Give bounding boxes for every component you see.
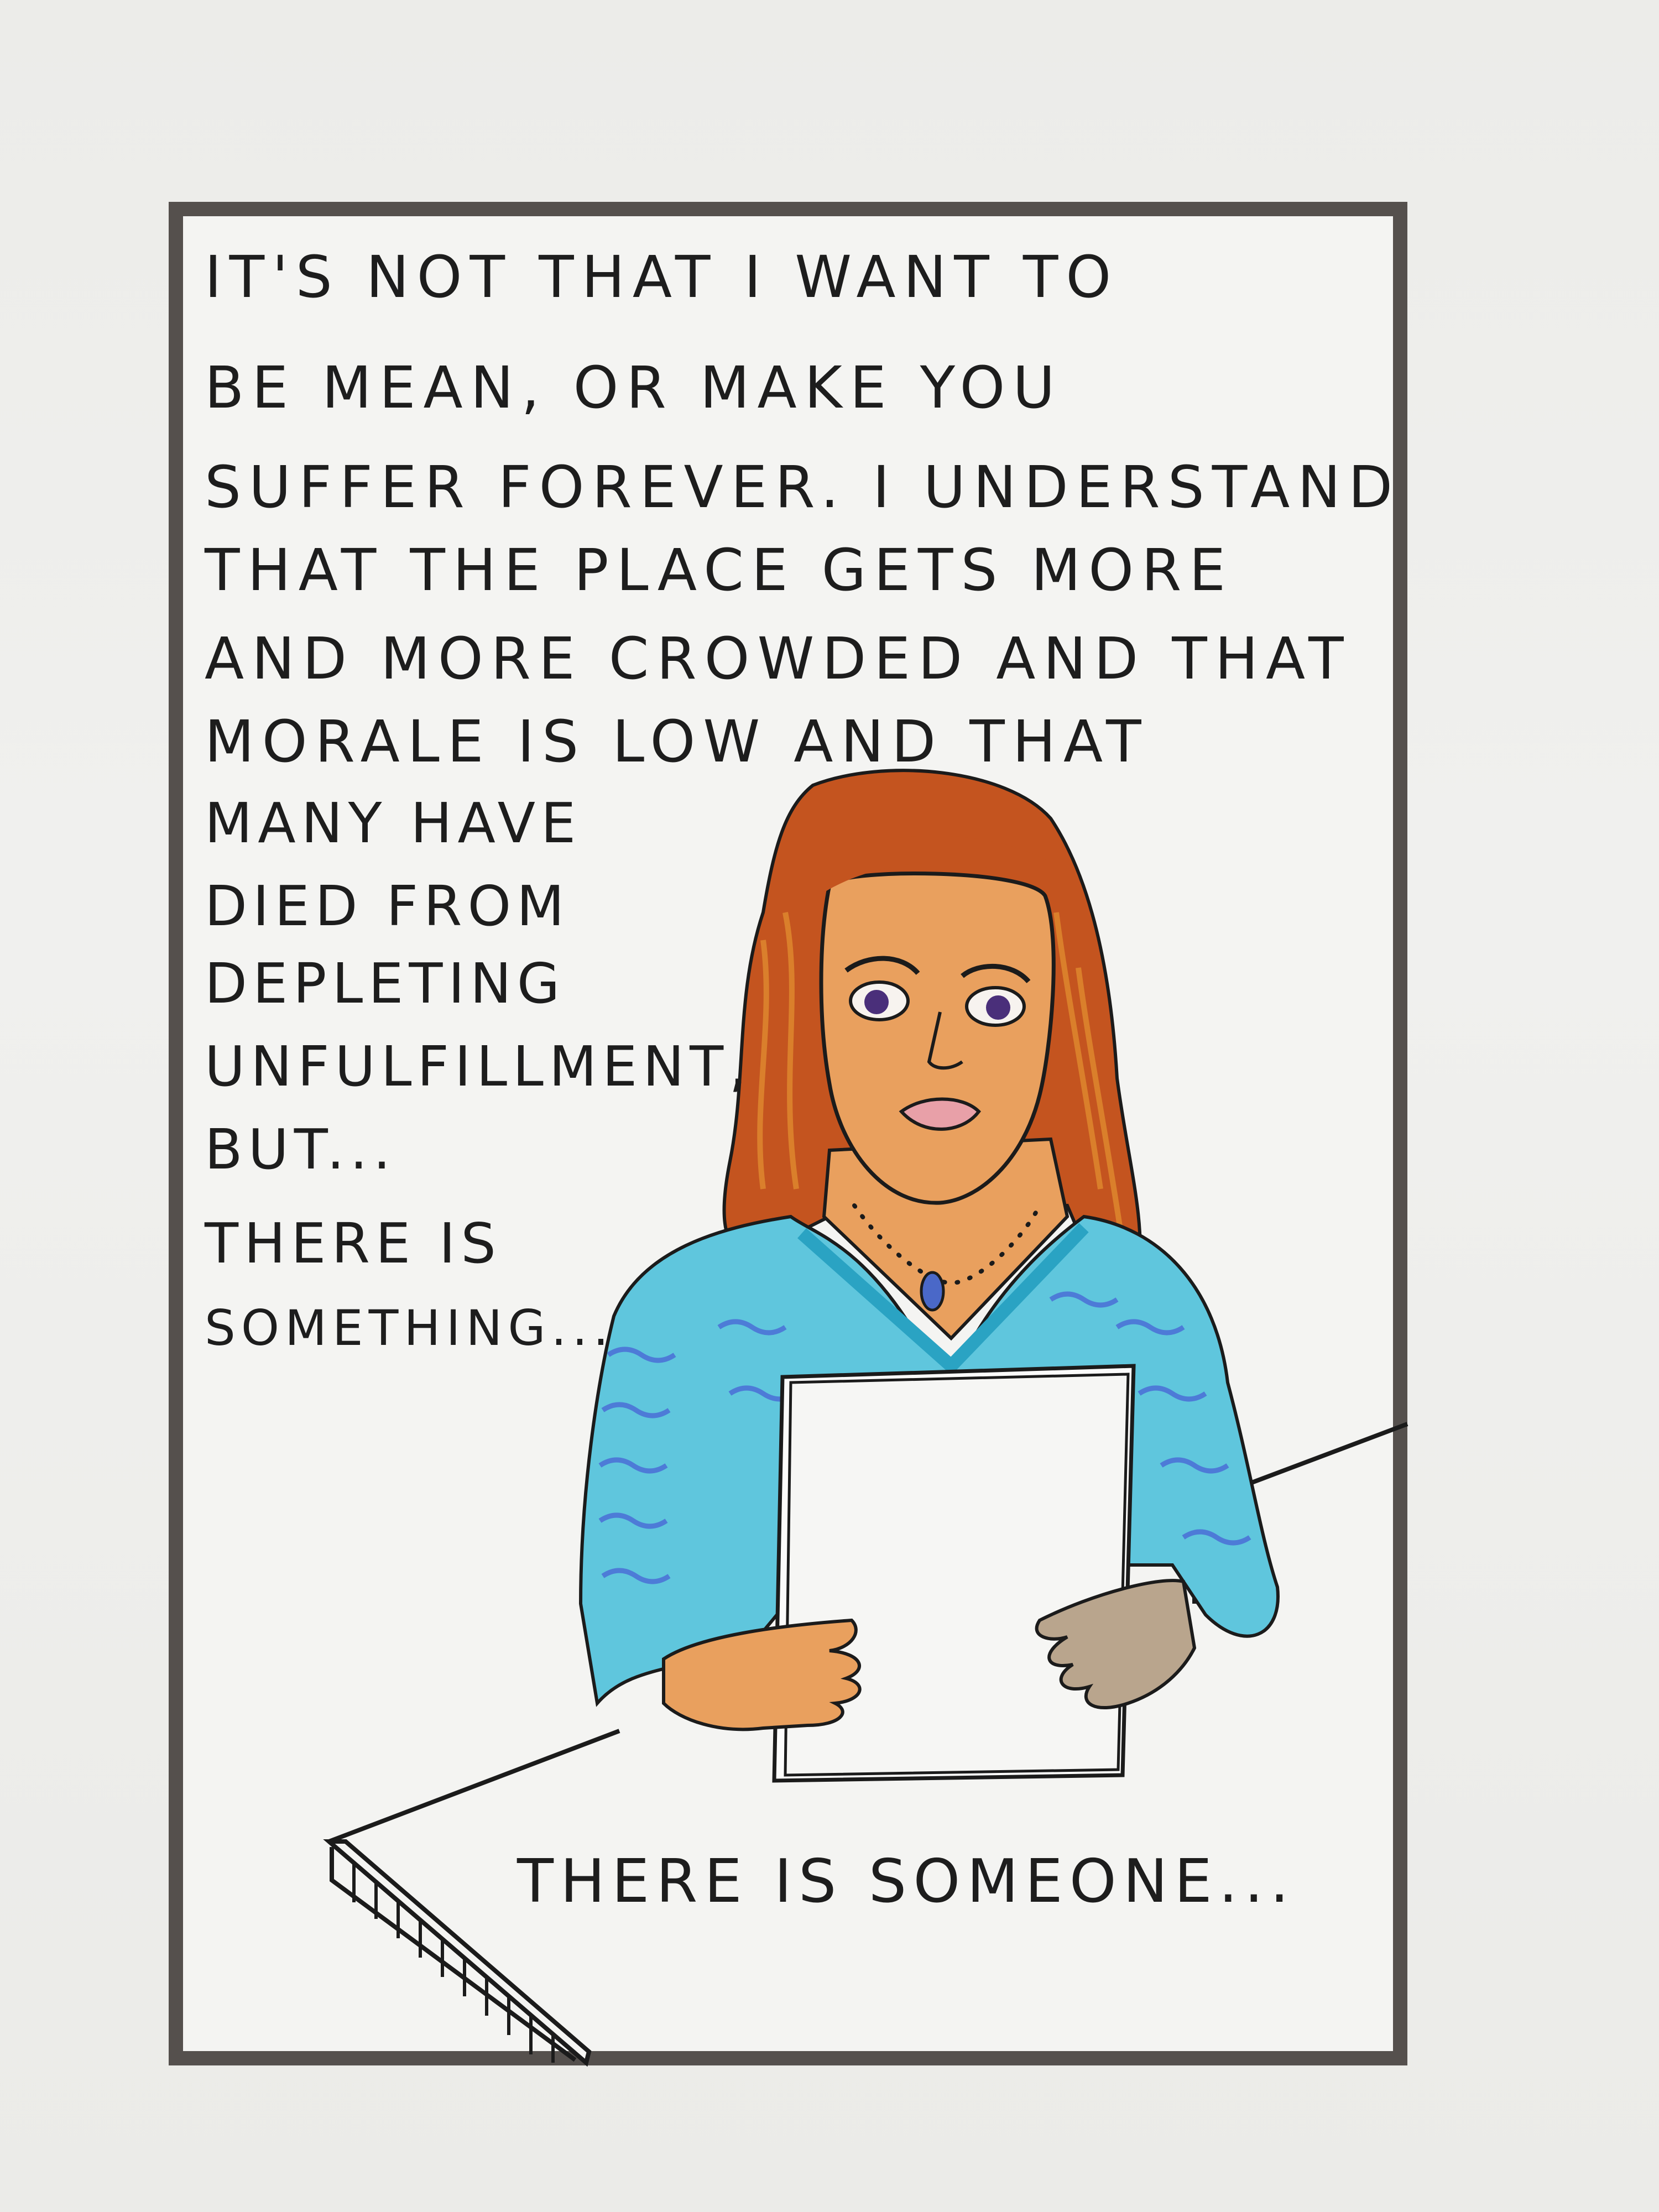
speech-line: THAT THE PLACE GETS MORE	[205, 536, 1234, 604]
speech-line: SUFFER FOREVER. I UNDERSTAND	[205, 453, 1401, 521]
speech-line: MANY HAVE	[205, 791, 582, 855]
speech-line: SOMETHING...	[205, 1300, 614, 1357]
speech-line: AND MORE CROWDED AND THAT	[205, 625, 1352, 692]
caption: THERE IS SOMEONE...	[517, 1847, 1296, 1916]
speech-line: DEPLETING	[205, 951, 566, 1016]
speech-line: DIED FROM	[205, 874, 570, 938]
pendant-icon	[921, 1272, 943, 1310]
speech-line: MORALE IS LOW AND THAT	[205, 708, 1149, 775]
speech-line: IT'S NOT THAT I WANT TO	[205, 243, 1119, 311]
speech-line: UNFULFILLMENT,	[205, 1034, 752, 1099]
speech-line: BE MEAN, OR MAKE YOU	[205, 354, 1063, 421]
speech-line: THERE IS	[205, 1211, 502, 1276]
speech-line: BUT...	[205, 1117, 397, 1182]
